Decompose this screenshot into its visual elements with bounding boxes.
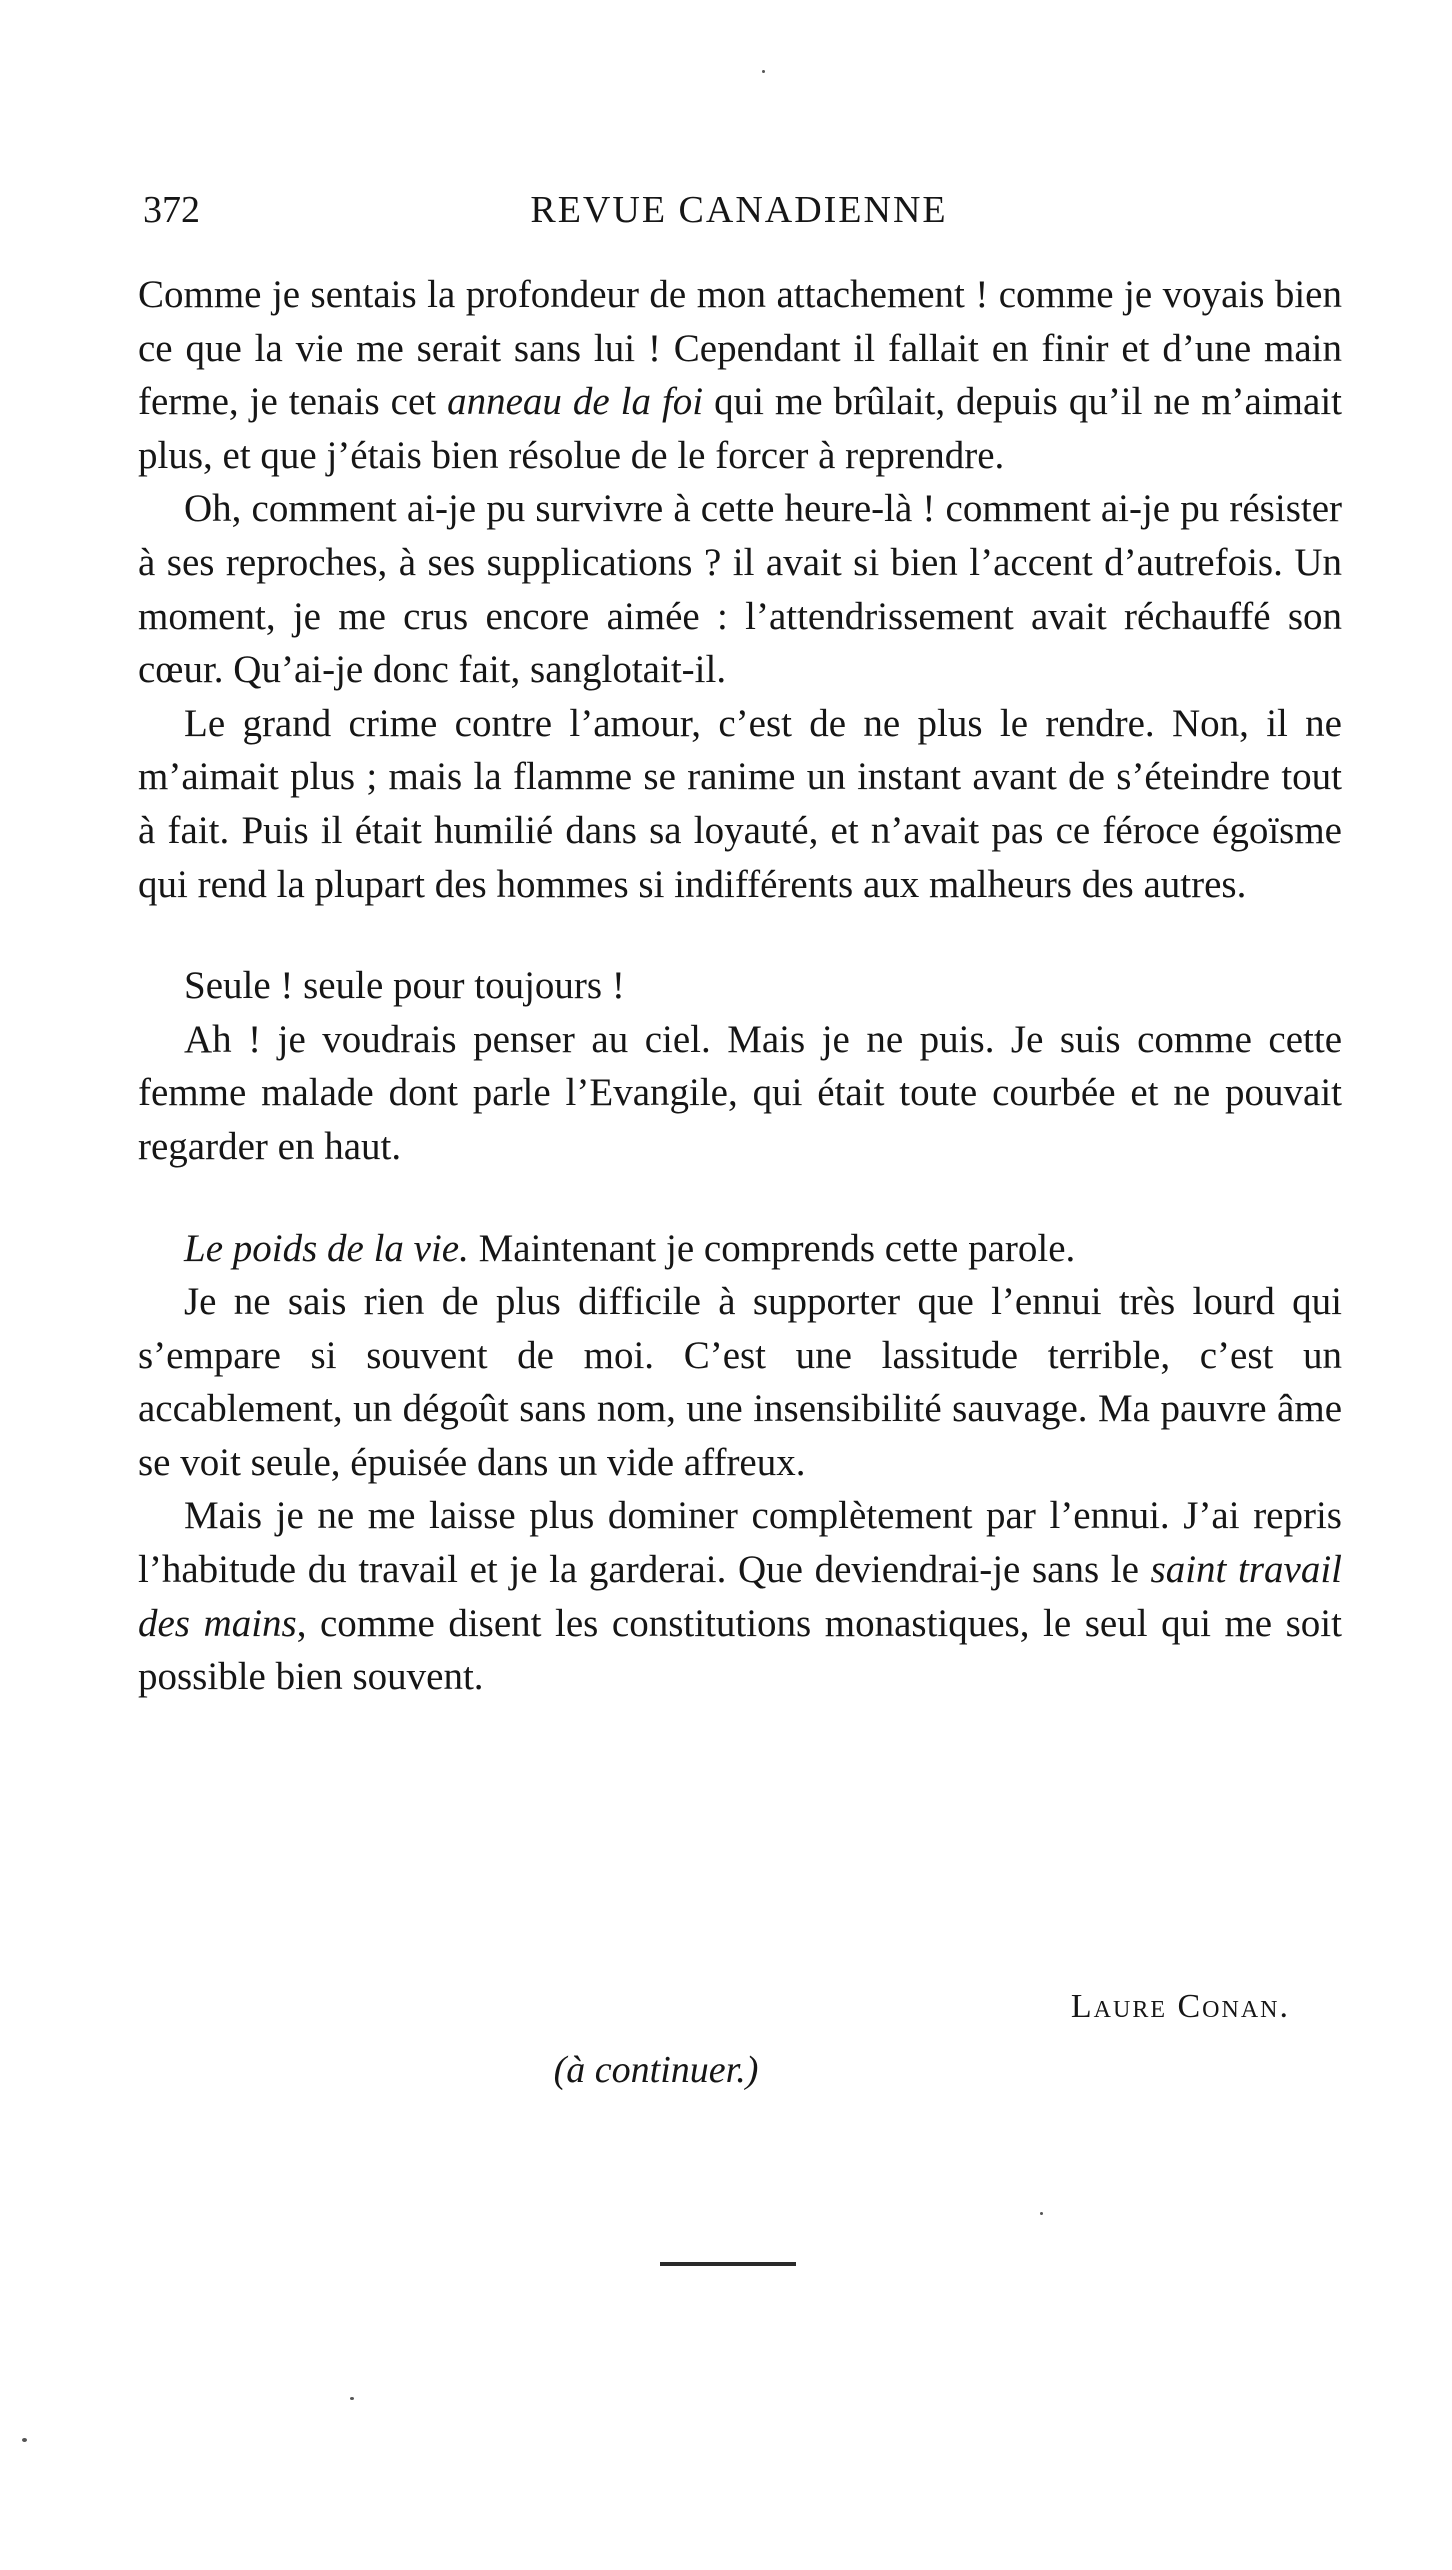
author-signature: Laure Conan. <box>1070 1988 1290 2025</box>
running-title: REVUE CANADIENNE <box>530 189 948 231</box>
page-header <box>143 180 1335 240</box>
paragraph <box>138 268 1342 482</box>
text-run: Comme je sentais la profondeur de mon attachement ! comme je voyais bien ce que la vie me serait sans lui ! Cependant il fallait en finir et d’une main ferme, je tenais cet <box>138 273 1342 424</box>
text-run: qui me brûlait, depuis qu’il ne m’aimait plus, et que j’étais bien résolue de le forcer à reprendre. <box>138 380 1342 477</box>
print-speck <box>762 70 765 73</box>
print-speck <box>22 2438 27 2442</box>
text-run: Oh, comment ai-je pu survivre à cette heure-là ! comment ai-je pu résister à ses reproches, à ses supplications ? il avait si bien l’accent d’autrefois. Un moment, je me crus encore aimée : l’attendrissement avait réchauffé son cœur. Qu’ai-je donc fait, sanglotait-il. <box>138 487 1342 692</box>
text-run: Maintenant je comprends cette parole. <box>468 1226 1076 1270</box>
paragraph <box>138 1222 1342 1276</box>
text-run: Mais je ne me laisse plus dominer complètement par l’ennui. J’ai repris l’habitude du travail et je la garderai. Que deviendrai-je sans le <box>138 1494 1342 1592</box>
continuation-note: (à continuer.) <box>553 2049 759 2091</box>
text-run: , comme disent les constitutions monastiques, le seul qui me soit possible bien souvent. <box>138 1601 1342 1699</box>
print-speck <box>350 2397 354 2400</box>
text-run: Seule ! seule pour toujours ! <box>184 964 625 1008</box>
paragraph <box>138 697 1342 911</box>
text-run: Le grand crime contre l’amour, c’est de ne plus le rendre. Non, il ne m’aimait plus ; mais la flamme se ranime un instant avant de s’éteindre tout à fait. Puis il était humilié dans sa loyauté, et n’avait pas ce féroce égoïsme qui rend la plupart des hommes si indifférents aux malheurs des autres. <box>138 701 1342 906</box>
italic-phrase: anneau de la foi <box>447 380 704 424</box>
paragraph <box>138 1489 1342 1703</box>
text-run: Je ne sais rien de plus difficile à supporter que l’ennui très lourd qui s’empare si souvent de moi. C’est une lassitude terrible, c’est un accablement, un dégoût sans nom, une insensibilité sauvage. Ma pauvre âme se voit seule, épuisée dans un vide affreux. <box>138 1280 1342 1484</box>
paragraph <box>138 1275 1342 1489</box>
print-speck <box>1040 2212 1043 2215</box>
end-rule <box>660 2262 796 2266</box>
paragraph <box>138 482 1342 696</box>
paragraph <box>138 1013 1342 1174</box>
section-break <box>138 1174 1342 1222</box>
text-run: Ah ! je voudrais penser au ciel. Mais je ne puis. Je suis comme cette femme malade dont parle l’Evangile, qui était toute courbée et ne pouvait regarder en haut. <box>138 1017 1342 1168</box>
italic-phrase: saint travail des mains <box>138 1548 1342 1645</box>
paragraph <box>138 959 1342 1013</box>
page-number: 372 <box>143 189 200 231</box>
section-break <box>138 911 1342 959</box>
italic-phrase: Le poids de la vie. <box>184 1226 469 1270</box>
article-body <box>138 268 1342 1704</box>
